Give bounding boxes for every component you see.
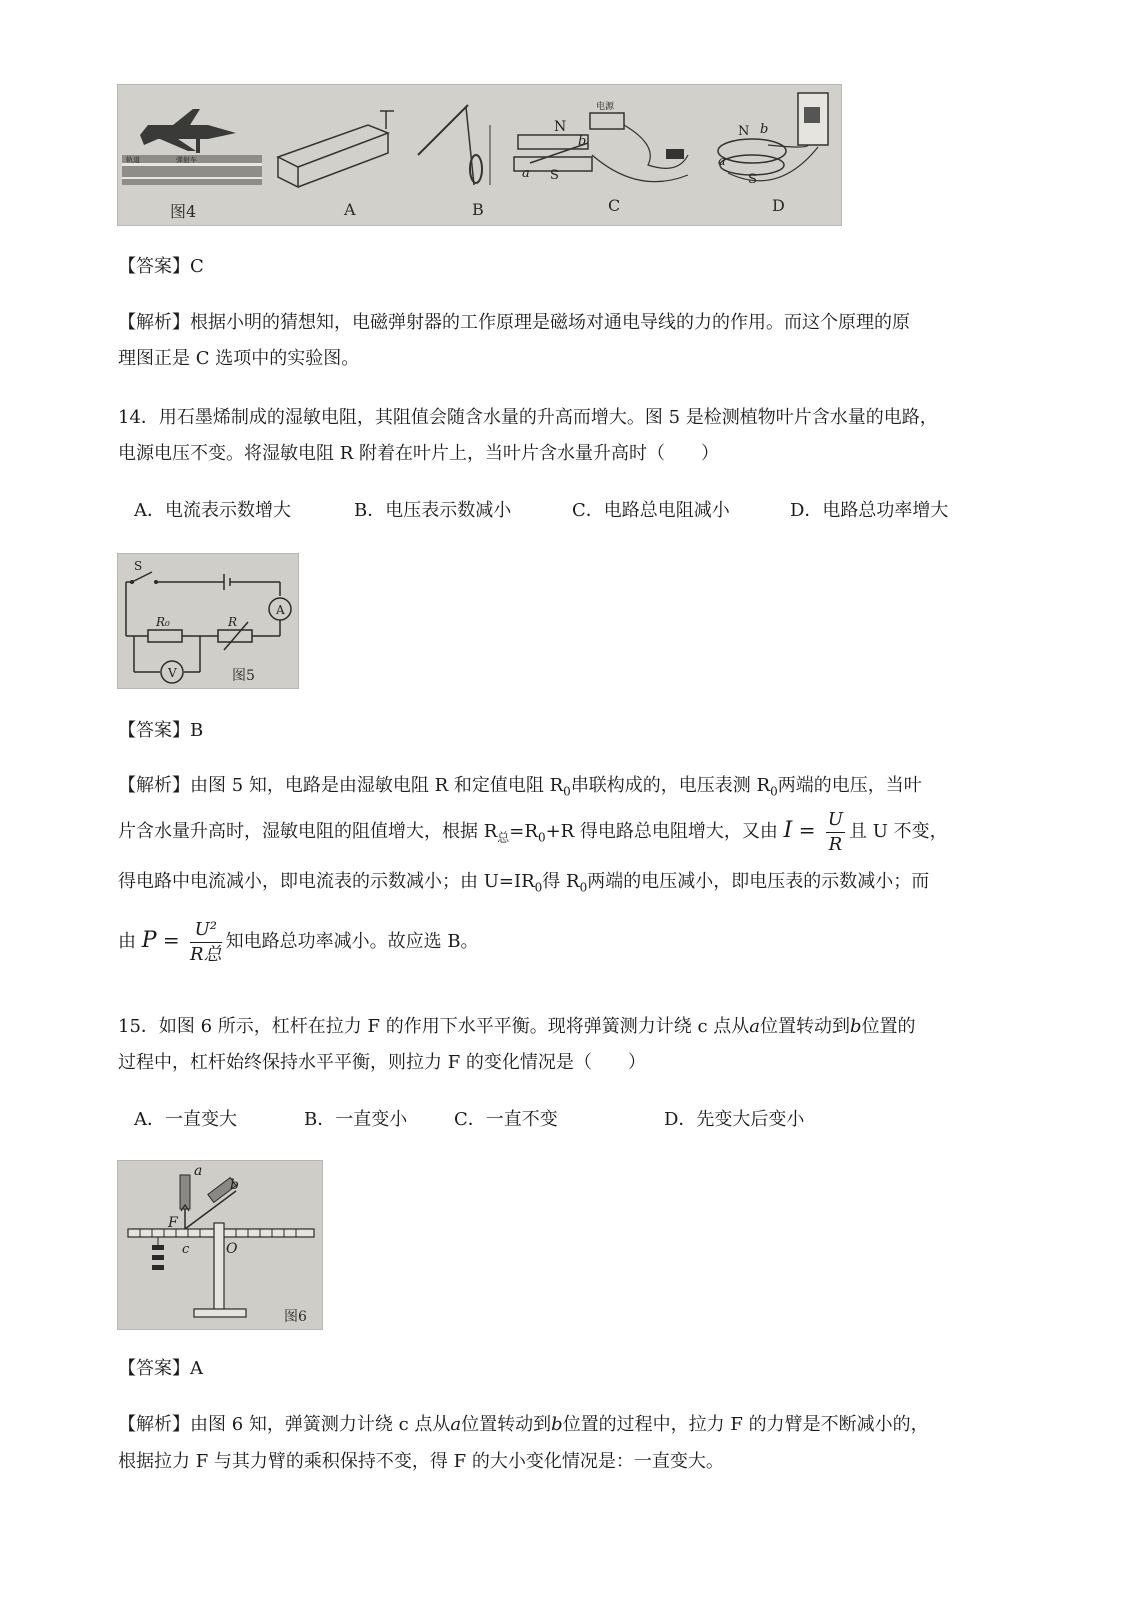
q14-analysis-3b: 得 R [542, 871, 580, 892]
fig4-panel-d: D [772, 196, 785, 215]
q14-analysis-line-2: 片含水量升高时，湿敏电阻的阻值增大，根据 $R_总=R_0+R$ 得电路总电阻增大，又由 I = $\frac{U}{R}$ 且 U 不变， [118, 808, 948, 855]
q15-analysis-1a: 由图 6 知，弹簧测力计绕 c 点从 [190, 1414, 451, 1435]
formula-p-den: R总 [190, 943, 222, 965]
fig4-label: 图4 [170, 202, 197, 221]
q14-option-c: C．电路总电阻减小 [572, 500, 730, 521]
fig4-d-n: N [738, 124, 750, 139]
fig5-ammeter-label: A [276, 603, 285, 617]
q14-analysis-line-1 [118, 773, 922, 805]
q13-answer-label: 【答案】 [118, 256, 190, 277]
q15-answer [118, 1356, 203, 1382]
q14-answer [118, 718, 203, 744]
figure-6-lever [118, 1161, 322, 1329]
fig4-d-b: b [760, 122, 769, 137]
q15-stem-line-1 [118, 1014, 916, 1040]
q15-analysis-1c: 位置的过程中，拉力 F 的力臂是不断减小的， [562, 1414, 929, 1435]
q14-analysis-3a: 得电路中电流减小，即电流表的示数减小；由 U=IR [118, 871, 535, 892]
fig4-small-label-1: 轨道 [126, 156, 140, 164]
q14-analysis-label: 【解析】 [118, 775, 190, 796]
q15-analysis-a: a [450, 1414, 462, 1435]
formula-i-fraction [826, 808, 845, 857]
q14-analysis-1a: 由图 5 知，电路是由湿敏电阻 R 和定值电阻 R [190, 775, 564, 796]
q15-answer-label: 【答案】 [118, 1358, 190, 1379]
q14-analysis-2c: +R 得电路总电阻增大，又由 [545, 821, 778, 842]
q15-analysis-line-1 [118, 1412, 929, 1438]
q14-analysis-1b: 串联构成的，电压表测 R [570, 775, 771, 796]
q14-analysis-line-4: 由 P = $\frac{\text{U²}}{\text{R总}}$ 知电路总功率减小。故应选 B。 [118, 918, 479, 965]
q14-option-b: B．电压表示数减小 [354, 500, 512, 521]
q14-stem-line-1: 14．用石墨烯制成的湿敏电阻，其阻值会随含水量的升高而增大。图 5 是检测植物叶片含水量的电路， [118, 407, 938, 428]
fig6-label: 图6 [284, 1309, 307, 1325]
fig4-panel-b: B [472, 200, 484, 219]
q14-analysis-1-sub2: 0 [770, 784, 778, 799]
figure-4 [117, 84, 842, 226]
figure-4-drawing [118, 85, 841, 225]
q14-analysis-2b: =R [509, 821, 538, 842]
q15-stem-1c: 位置的 [861, 1016, 916, 1037]
q13-analysis-line-2 [118, 346, 359, 372]
q14-analysis-4b: 知电路总功率减小。故应选 B。 [225, 931, 479, 952]
q14-analysis-2a: 片含水量升高时，湿敏电阻的阻值增大，根据 R [118, 821, 498, 842]
q14-analysis-1c: 两端的电压，当叶 [777, 775, 922, 796]
q14-analysis-4a: 由 [118, 931, 136, 952]
fig5-label: 图5 [232, 668, 255, 684]
q15-option-b: B．一直变小 [304, 1109, 408, 1130]
q14-answer-value: B [190, 720, 204, 741]
q13-analysis-text-1: 根据小明的猜想知，电磁弹射器的工作原理是磁场对通电导线的力的作用。而这个原理的原 [190, 312, 910, 333]
q14-analysis-3c: 两端的电压减小，即电压表的示数减小；而 [587, 871, 930, 892]
formula-p-num: U² [190, 918, 222, 943]
q13-answer [118, 254, 204, 280]
q15-stem-line-2: 过程中，杠杆始终保持水平平衡，则拉力 F 的变化情况是（ ） [118, 1052, 646, 1073]
q14-analysis-2d: 且 U 不变， [849, 821, 948, 842]
fig4-small-label-2: 弹射车 [176, 156, 197, 164]
q14-analysis-3-sub1: 0 [534, 880, 543, 895]
q15-analysis-1b: 位置转动到 [461, 1414, 552, 1435]
fig4-panel-a: A [344, 200, 356, 219]
figure-5 [117, 553, 299, 689]
fig4-c-b: b [578, 134, 587, 149]
fig6-o-label: O [226, 1241, 238, 1257]
q14-option-d: D．电路总功率增大 [790, 500, 949, 521]
fig5-r-label: R [228, 615, 238, 629]
q15-answer-value: A [190, 1358, 203, 1379]
figure-6 [117, 1160, 323, 1330]
fig6-f-label: F [168, 1215, 178, 1231]
q14-analysis-line-3 [118, 869, 929, 901]
q14-stem-line-2: 电源电压不变。将湿敏电阻 R 附着在叶片上，当叶片含水量升高时（ ） [118, 443, 719, 464]
fig5-r0-label: R₀ [156, 615, 170, 629]
fig6-b-label: b [230, 1177, 239, 1193]
q13-answer-value: C [190, 256, 204, 277]
q15-stem-a: a [749, 1016, 760, 1037]
q14-option-a: A．电流表示数增大 [134, 500, 291, 521]
q15-analysis-label: 【解析】 [118, 1414, 190, 1435]
fig4-panel-c: C [608, 196, 621, 215]
q13-analysis-label: 【解析】 [118, 312, 190, 333]
q15-option-c: C．一直不变 [454, 1109, 558, 1130]
q14-analysis-2-sub-total: 总 [497, 830, 510, 845]
figure-5-circuit [118, 554, 298, 688]
fig6-a-label: a [194, 1163, 203, 1179]
fig4-c-s: S [550, 168, 559, 183]
q13-analysis-text-2: 理图正是 C 选项中的实验图。 [118, 348, 360, 369]
formula-i-lhs: I [783, 818, 793, 843]
q15-stem-1a: 15．如图 6 所示，杠杆在拉力 F 的作用下水平平衡。现将弹簧测力计绕 c 点从 [118, 1016, 750, 1037]
fig4-d-s: S [748, 172, 757, 187]
formula-p-lhs: P [141, 928, 157, 953]
fig4-d-a: a [718, 154, 726, 169]
q15-analysis-b: b [551, 1414, 563, 1435]
fig6-c-label: c [182, 1242, 190, 1257]
q15-option-a: A．一直变大 [134, 1109, 237, 1130]
fig5-switch-label: S [134, 559, 143, 573]
fig5-voltmeter-label: V [168, 666, 177, 680]
q14-analysis-3-sub2: 0 [579, 880, 588, 895]
q15-stem-b: b [850, 1016, 862, 1037]
q14-analysis-2-sub0: 0 [537, 830, 546, 845]
q15-analysis-line-2: 根据拉力 F 与其力臂的乘积保持不变，得 F 的大小变化情况是：一直变大。 [118, 1451, 724, 1472]
q13-analysis-line-1 [118, 310, 910, 336]
q15-stem-1b: 位置转动到 [760, 1016, 850, 1037]
fig4-c-power: 电源 [596, 102, 615, 112]
q14-analysis-1-sub1: 0 [563, 784, 571, 799]
formula-p-fraction [190, 918, 222, 967]
fig4-c-a: a [522, 166, 530, 181]
q15-option-d: D．先变大后变小 [664, 1109, 805, 1130]
formula-i-num: U [826, 808, 845, 833]
formula-i-den: R [828, 833, 843, 855]
fig4-c-n: N [554, 119, 567, 135]
q14-answer-label: 【答案】 [118, 720, 190, 741]
